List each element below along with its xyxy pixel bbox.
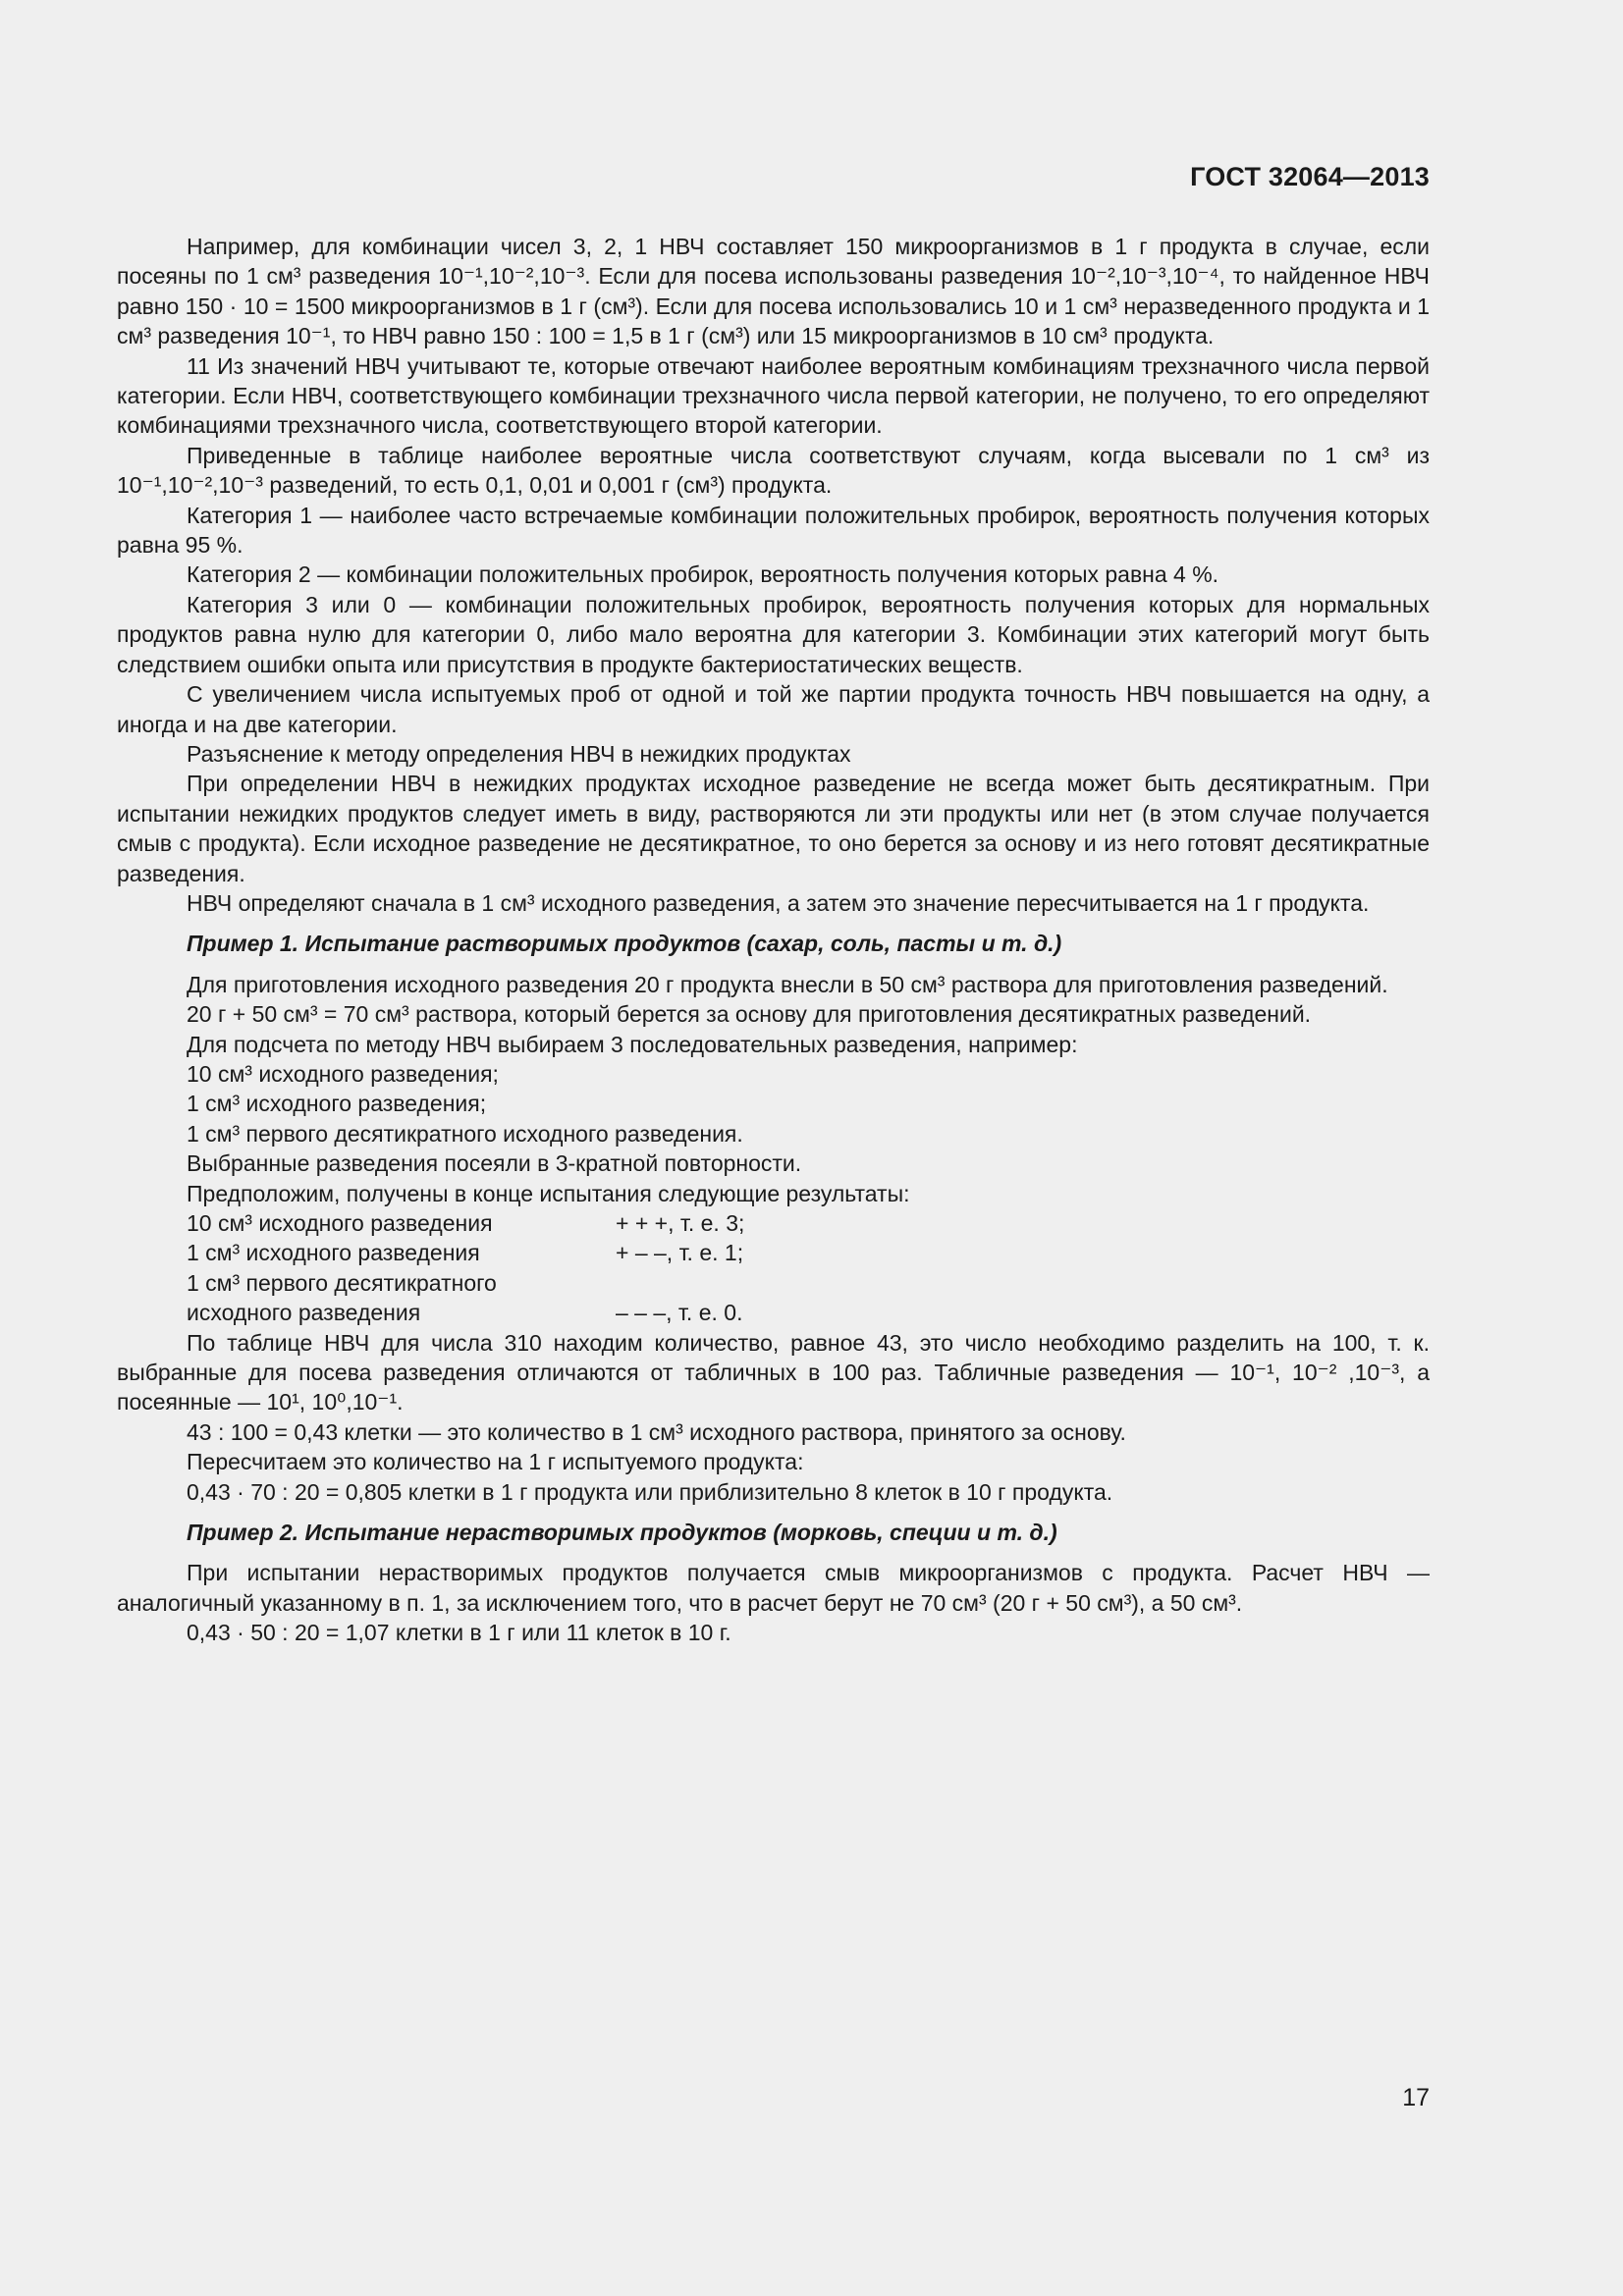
example-1-heading: Пример 1. Испытание растворимых продуктов (сахар, соль, пасты и т. д.)	[187, 931, 1062, 957]
result-row	[117, 1268, 1430, 1298]
result-label: 10 см³ исходного разведения	[187, 1210, 493, 1236]
paragraph: 0,43 · 70 : 20 = 0,805 клетки в 1 г продукта или приблизительно 8 клеток в 10 г продукта.	[187, 1478, 1113, 1505]
list-item: 10 см³ исходного разведения;	[187, 1060, 499, 1087]
page-number: 17	[1402, 2084, 1430, 2111]
result-row	[117, 1238, 1430, 1267]
example-2-heading: Пример 2. Испытание нерастворимых продуктов (морковь, специи и т. д.)	[187, 1520, 1057, 1546]
paragraph: Разъяснение к методу определения НВЧ в нежидких продуктах	[187, 740, 851, 767]
result-row	[117, 1208, 1430, 1238]
result-value: – – –, т. е. 0.	[616, 1300, 743, 1326]
paragraph: Предположим, получены в конце испытания следующие результаты:	[187, 1180, 910, 1206]
paragraph: Категория 2 — комбинации положительных пробирок, вероятность получения которых равна 4 %.	[187, 561, 1219, 588]
result-label: 1 см³ первого десятикратного	[187, 1269, 497, 1296]
paragraph: Приведенные в таблице наиболее вероятные числа соответствуют случаям, когда высевали по 1 см³ из 10⁻¹,10⁻²,10⁻³ разведений, то есть 0,1, 0,01 и 0,001 г (см³) продукта.	[117, 442, 1430, 499]
result-label: исходного разведения	[187, 1300, 421, 1326]
paragraph: Для подсчета по методу НВЧ выбираем 3 последовательных разведения, например:	[187, 1031, 1078, 1057]
paragraph: Например, для комбинации чисел 3, 2, 1 НВЧ составляет 150 микроорганизмов в 1 г продукта в случае, если посеяны по 1 см³ разведения 10⁻¹,10⁻²,10⁻³. Если для посева использованы разведения 10⁻²,10⁻³,10⁻⁴, то найденное НВЧ равно 150 · 10 = 1500 микроорганизмов в 1 г (см³). Если для посева использовались 10 и 1 см³ неразведенного продукта и 1 см³ разведения 10⁻¹, то НВЧ равно 150 : 100 = 1,5 в 1 г (см³) или 15 микроорганизмов в 10 см³ продукта.	[117, 234, 1430, 349]
paragraph: При определении НВЧ в нежидких продуктах исходное разведение не всегда может быть десятикратным. При испытании нежидких продуктов следует иметь в виду, растворяются ли эти продукты или нет (в этом случае получается смыв с продукта). Если исходное разведение не десятикратное, то оно берется за основу и из него готовят десятикратные разведения.	[117, 771, 1430, 886]
result-label: 1 см³ исходного разведения	[187, 1240, 480, 1266]
paragraph: Категория 1 — наиболее часто встречаемые комбинации положительных пробирок, вероятность получения которых равна 95 %.	[117, 502, 1430, 559]
paragraph: 43 : 100 = 0,43 клетки — это количество в 1 см³ исходного раствора, принятого за основу.	[187, 1418, 1126, 1445]
paragraph: 0,43 · 50 : 20 = 1,07 клетки в 1 г или 11 клеток в 10 г.	[187, 1620, 731, 1646]
paragraph: Пересчитаем это количество на 1 г испытуемого продукта:	[187, 1449, 804, 1475]
paragraph: По таблице НВЧ для числа 310 находим количество, равное 43, это число необходимо разделить на 100, т. к. выбранные для посева разведения отличаются от табличных в 100 раз. Табличные разведения — 10⁻¹, 10⁻² ,10⁻³, а посеянные — 10¹, 10⁰,10⁻¹.	[117, 1329, 1430, 1415]
document-code: ГОСТ 32064—2013	[1190, 162, 1430, 191]
paragraph: 20 г + 50 см³ = 70 см³ раствора, который берется за основу для приготовления десятикратных разведений.	[187, 1001, 1312, 1028]
paragraph: Выбранные разведения посеяли в 3-кратной повторности.	[187, 1150, 802, 1177]
result-value: + – –, т. е. 1;	[616, 1240, 744, 1266]
paragraph: НВЧ определяют сначала в 1 см³ исходного разведения, а затем это значение пересчитывается на 1 г продукта.	[187, 889, 1370, 916]
paragraph: С увеличением числа испытуемых проб от одной и той же партии продукта точность НВЧ повышается на одну, а иногда и на две категории.	[117, 681, 1430, 737]
result-row	[117, 1298, 1430, 1327]
list-item: 1 см³ исходного разведения;	[187, 1091, 487, 1117]
paragraph: Для приготовления исходного разведения 20 г продукта внесли в 50 см³ раствора для приготовления разведений.	[187, 971, 1388, 997]
paragraph: Категория 3 или 0 — комбинации положительных пробирок, вероятность получения которых для нормальных продуктов равна нулю для категории 0, либо мало вероятна для категории 3. Комбинации этих категорий могут быть следствием ошибки опыта или присутствия в продукте бактериостатических веществ.	[117, 591, 1430, 677]
paragraph: При испытании нерастворимых продуктов получается смыв микроорганизмов с продукта. Расчет НВЧ — аналогичный указанному в п. 1, за исключением того, что в расчет берут не 70 см³ (20 г + 50 см³), а 50 см³.	[117, 1560, 1430, 1616]
document-body	[117, 232, 1430, 1648]
result-value: + + +, т. е. 3;	[616, 1210, 745, 1236]
list-item: 1 см³ первого десятикратного исходного разведения.	[187, 1120, 743, 1147]
paragraph: 11 Из значений НВЧ учитывают те, которые отвечают наиболее вероятным комбинациям трехзначного числа первой категории. Если НВЧ, соответствующего комбинации трехзначного числа первой категории, не получено, то его определяют комбинациями трехзначного числа, соответствующего второй категории.	[117, 352, 1430, 439]
